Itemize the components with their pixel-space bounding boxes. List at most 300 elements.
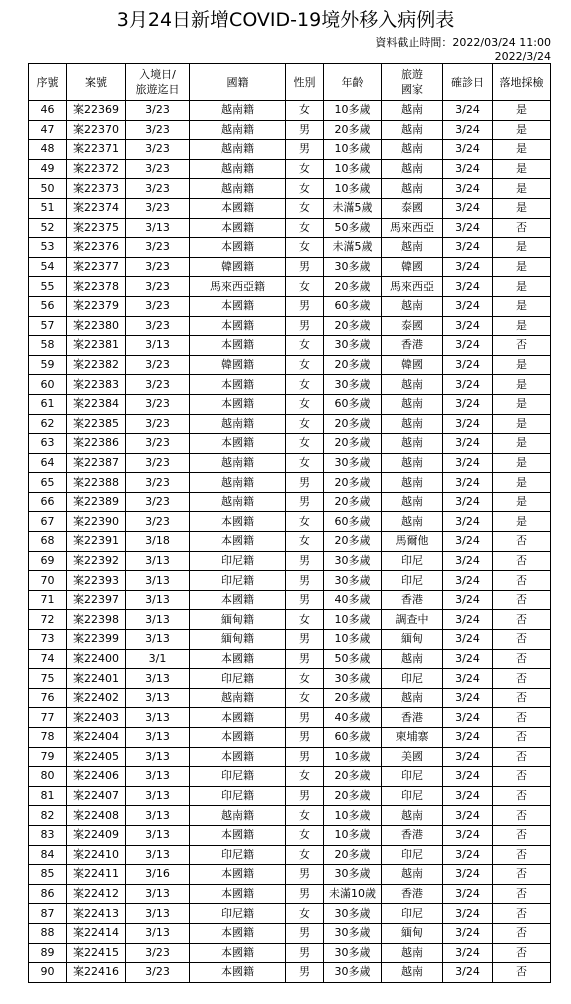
- cell-case-no: 案22408: [67, 806, 126, 826]
- cell-nationality: 本國籍: [190, 316, 286, 336]
- cell-travel-country: 馬來西亞: [382, 277, 443, 297]
- cell-serial: 65: [29, 473, 67, 493]
- cell-serial: 60: [29, 375, 67, 395]
- cell-age: 20多歲: [324, 473, 382, 493]
- cell-age: 30多歲: [324, 551, 382, 571]
- case-table: [28, 63, 551, 983]
- cell-nationality: 印尼籍: [190, 845, 286, 865]
- cell-case-no: 案22405: [67, 747, 126, 767]
- cell-entry-date: 3/23: [126, 316, 190, 336]
- cell-gender: 男: [286, 786, 324, 806]
- cell-airport-test: 是: [493, 198, 551, 218]
- cell-nationality: 本國籍: [190, 375, 286, 395]
- table-row: [29, 884, 551, 904]
- cell-gender: 男: [286, 296, 324, 316]
- table-row: [29, 434, 551, 454]
- cell-gender: 女: [286, 198, 324, 218]
- table-row: [29, 238, 551, 258]
- cell-serial: 82: [29, 806, 67, 826]
- cell-serial: 56: [29, 296, 67, 316]
- cell-gender: 男: [286, 728, 324, 748]
- cell-serial: 51: [29, 198, 67, 218]
- cell-case-no: 案22407: [67, 786, 126, 806]
- cell-age: 10多歲: [324, 825, 382, 845]
- table-row: [29, 355, 551, 375]
- cell-airport-test: 是: [493, 375, 551, 395]
- cell-nationality: 越南籍: [190, 688, 286, 708]
- cell-age: 50多歲: [324, 218, 382, 238]
- cell-travel-country: 印尼: [382, 904, 443, 924]
- cell-airport-test: 否: [493, 963, 551, 983]
- cell-travel-country: 泰國: [382, 316, 443, 336]
- cell-case-no: 案22384: [67, 394, 126, 414]
- cell-airport-test: 否: [493, 786, 551, 806]
- cell-confirm-date: 3/24: [443, 669, 493, 689]
- cell-travel-country: 美國: [382, 747, 443, 767]
- cell-entry-date: 3/23: [126, 159, 190, 179]
- cell-confirm-date: 3/24: [443, 825, 493, 845]
- cell-entry-date: 3/13: [126, 669, 190, 689]
- header-line: 旅遊: [401, 68, 423, 81]
- cell-serial: 57: [29, 316, 67, 336]
- cell-nationality: 本國籍: [190, 394, 286, 414]
- cell-case-no: 案22402: [67, 688, 126, 708]
- col-header-confirm-date: 確診日: [443, 64, 493, 101]
- cell-case-no: 案22393: [67, 571, 126, 591]
- cell-travel-country: 香港: [382, 590, 443, 610]
- cell-gender: 女: [286, 336, 324, 356]
- cell-confirm-date: 3/24: [443, 590, 493, 610]
- cell-entry-date: 3/23: [126, 492, 190, 512]
- cell-travel-country: 香港: [382, 884, 443, 904]
- cell-serial: 85: [29, 865, 67, 885]
- cell-confirm-date: 3/24: [443, 394, 493, 414]
- col-header-age: 年齡: [324, 64, 382, 101]
- cell-nationality: 印尼籍: [190, 786, 286, 806]
- cell-age: 30多歲: [324, 453, 382, 473]
- cell-airport-test: 是: [493, 414, 551, 434]
- cell-entry-date: 3/23: [126, 473, 190, 493]
- cell-confirm-date: 3/24: [443, 453, 493, 473]
- cell-serial: 61: [29, 394, 67, 414]
- cell-serial: 74: [29, 649, 67, 669]
- cell-case-no: 案22414: [67, 923, 126, 943]
- cell-entry-date: 3/23: [126, 434, 190, 454]
- cell-case-no: 案22404: [67, 728, 126, 748]
- col-header-travel-country: [382, 64, 443, 101]
- cell-gender: 男: [286, 884, 324, 904]
- cell-airport-test: 否: [493, 669, 551, 689]
- cell-nationality: 本國籍: [190, 512, 286, 532]
- cell-age: 30多歲: [324, 257, 382, 277]
- cell-case-no: 案22386: [67, 434, 126, 454]
- cell-case-no: 案22382: [67, 355, 126, 375]
- cell-nationality: 本國籍: [190, 865, 286, 885]
- cell-travel-country: 印尼: [382, 767, 443, 787]
- cell-age: 30多歲: [324, 963, 382, 983]
- cell-confirm-date: 3/24: [443, 610, 493, 630]
- cell-nationality: 本國籍: [190, 943, 286, 963]
- cell-case-no: 案22380: [67, 316, 126, 336]
- cell-case-no: 案22373: [67, 179, 126, 199]
- page-title: 3月24日新增COVID-19境外移入病例表: [116, 9, 455, 31]
- cell-case-no: 案22399: [67, 630, 126, 650]
- cell-serial: 67: [29, 512, 67, 532]
- cell-entry-date: 3/1: [126, 649, 190, 669]
- cell-travel-country: 越南: [382, 453, 443, 473]
- cell-gender: 女: [286, 767, 324, 787]
- cell-confirm-date: 3/24: [443, 434, 493, 454]
- cell-nationality: 緬甸籍: [190, 630, 286, 650]
- cell-nationality: 本國籍: [190, 825, 286, 845]
- cell-gender: 女: [286, 414, 324, 434]
- cell-airport-test: 是: [493, 434, 551, 454]
- cell-confirm-date: 3/24: [443, 355, 493, 375]
- cell-entry-date: 3/13: [126, 218, 190, 238]
- cell-serial: 46: [29, 101, 67, 121]
- cell-entry-date: 3/18: [126, 532, 190, 552]
- table-row: [29, 669, 551, 689]
- cell-case-no: 案22369: [67, 101, 126, 121]
- cell-nationality: 馬來西亞籍: [190, 277, 286, 297]
- cell-nationality: 韓國籍: [190, 257, 286, 277]
- cell-entry-date: 3/13: [126, 845, 190, 865]
- cell-gender: 男: [286, 590, 324, 610]
- cell-entry-date: 3/13: [126, 786, 190, 806]
- cell-age: 30多歲: [324, 923, 382, 943]
- cell-case-no: 案22375: [67, 218, 126, 238]
- cell-confirm-date: 3/24: [443, 140, 493, 160]
- cell-case-no: 案22376: [67, 238, 126, 258]
- cell-gender: 女: [286, 688, 324, 708]
- cell-travel-country: 印尼: [382, 786, 443, 806]
- cell-nationality: 越南籍: [190, 492, 286, 512]
- cell-nationality: 本國籍: [190, 434, 286, 454]
- table-row: [29, 316, 551, 336]
- cell-case-no: 案22392: [67, 551, 126, 571]
- table-row: [29, 492, 551, 512]
- cell-entry-date: 3/23: [126, 453, 190, 473]
- cell-confirm-date: 3/24: [443, 571, 493, 591]
- cell-entry-date: 3/23: [126, 296, 190, 316]
- cell-travel-country: 越南: [382, 473, 443, 493]
- cell-travel-country: 越南: [382, 238, 443, 258]
- cell-serial: 59: [29, 355, 67, 375]
- cell-serial: 52: [29, 218, 67, 238]
- cell-age: 20多歲: [324, 120, 382, 140]
- cell-gender: 男: [286, 865, 324, 885]
- cell-entry-date: 3/13: [126, 336, 190, 356]
- cell-age: 50多歲: [324, 649, 382, 669]
- cell-case-no: 案22401: [67, 669, 126, 689]
- cell-confirm-date: 3/24: [443, 865, 493, 885]
- cell-entry-date: 3/13: [126, 767, 190, 787]
- cell-serial: 64: [29, 453, 67, 473]
- cell-gender: 女: [286, 453, 324, 473]
- cell-travel-country: 馬爾他: [382, 532, 443, 552]
- cell-travel-country: 印尼: [382, 669, 443, 689]
- cell-nationality: 越南籍: [190, 179, 286, 199]
- cell-case-no: 案22377: [67, 257, 126, 277]
- cell-nationality: 本國籍: [190, 747, 286, 767]
- cell-confirm-date: 3/24: [443, 198, 493, 218]
- cell-entry-date: 3/13: [126, 551, 190, 571]
- cell-entry-date: 3/23: [126, 943, 190, 963]
- table-row: [29, 610, 551, 630]
- cell-travel-country: 越南: [382, 865, 443, 885]
- cell-travel-country: 越南: [382, 963, 443, 983]
- cell-case-no: 案22381: [67, 336, 126, 356]
- cell-nationality: 印尼籍: [190, 551, 286, 571]
- cell-nationality: 韓國籍: [190, 355, 286, 375]
- cell-entry-date: 3/23: [126, 101, 190, 121]
- cell-confirm-date: 3/24: [443, 375, 493, 395]
- table-row: [29, 101, 551, 121]
- cell-entry-date: 3/23: [126, 277, 190, 297]
- table-row: [29, 845, 551, 865]
- cell-gender: 男: [286, 747, 324, 767]
- table-row: [29, 218, 551, 238]
- cell-travel-country: 越南: [382, 140, 443, 160]
- table-row: [29, 963, 551, 983]
- cell-entry-date: 3/13: [126, 708, 190, 728]
- cell-age: 20多歲: [324, 316, 382, 336]
- cell-case-no: 案22390: [67, 512, 126, 532]
- cell-entry-date: 3/23: [126, 179, 190, 199]
- cell-airport-test: 否: [493, 845, 551, 865]
- cell-airport-test: 否: [493, 551, 551, 571]
- cell-serial: 48: [29, 140, 67, 160]
- cell-age: 40多歲: [324, 708, 382, 728]
- cell-confirm-date: 3/24: [443, 473, 493, 493]
- cell-entry-date: 3/23: [126, 394, 190, 414]
- cell-entry-date: 3/13: [126, 610, 190, 630]
- table-row: [29, 590, 551, 610]
- cell-airport-test: 否: [493, 943, 551, 963]
- col-header-case-no: 案號: [67, 64, 126, 101]
- cell-airport-test: 是: [493, 355, 551, 375]
- table-row: [29, 257, 551, 277]
- cell-airport-test: 是: [493, 179, 551, 199]
- cell-gender: 女: [286, 825, 324, 845]
- cell-entry-date: 3/23: [126, 257, 190, 277]
- cell-nationality: 本國籍: [190, 963, 286, 983]
- cell-travel-country: 泰國: [382, 198, 443, 218]
- table-row: [29, 865, 551, 885]
- cell-age: 20多歲: [324, 492, 382, 512]
- cell-serial: 86: [29, 884, 67, 904]
- table-row: [29, 904, 551, 924]
- cell-confirm-date: 3/24: [443, 806, 493, 826]
- cell-case-no: 案22388: [67, 473, 126, 493]
- table-row: [29, 296, 551, 316]
- cell-confirm-date: 3/24: [443, 688, 493, 708]
- cell-case-no: 案22374: [67, 198, 126, 218]
- cell-airport-test: 否: [493, 767, 551, 787]
- cell-airport-test: 是: [493, 453, 551, 473]
- table-row: [29, 571, 551, 591]
- cell-travel-country: 越南: [382, 943, 443, 963]
- cell-serial: 47: [29, 120, 67, 140]
- cell-confirm-date: 3/24: [443, 845, 493, 865]
- cell-gender: 女: [286, 512, 324, 532]
- cell-travel-country: 調查中: [382, 610, 443, 630]
- cell-gender: 男: [286, 649, 324, 669]
- cell-serial: 88: [29, 923, 67, 943]
- cell-entry-date: 3/13: [126, 630, 190, 650]
- cell-entry-date: 3/23: [126, 963, 190, 983]
- cell-case-no: 案22415: [67, 943, 126, 963]
- cell-age: 30多歲: [324, 904, 382, 924]
- header-line: 旅遊迄日: [135, 83, 180, 96]
- cell-age: 10多歲: [324, 159, 382, 179]
- cell-confirm-date: 3/24: [443, 747, 493, 767]
- cell-airport-test: 否: [493, 590, 551, 610]
- cell-serial: 49: [29, 159, 67, 179]
- cell-airport-test: 否: [493, 649, 551, 669]
- cell-airport-test: 是: [493, 120, 551, 140]
- cell-gender: 女: [286, 434, 324, 454]
- cell-nationality: 本國籍: [190, 336, 286, 356]
- table-row: [29, 747, 551, 767]
- cell-age: 10多歲: [324, 610, 382, 630]
- cell-age: 20多歲: [324, 845, 382, 865]
- cell-airport-test: 否: [493, 884, 551, 904]
- cell-age: 30多歲: [324, 375, 382, 395]
- cell-serial: 76: [29, 688, 67, 708]
- cell-gender: 女: [286, 806, 324, 826]
- cell-confirm-date: 3/24: [443, 943, 493, 963]
- cell-age: 10多歲: [324, 179, 382, 199]
- cell-travel-country: 越南: [382, 434, 443, 454]
- cell-case-no: 案22409: [67, 825, 126, 845]
- table-row: [29, 375, 551, 395]
- cell-entry-date: 3/13: [126, 590, 190, 610]
- data-cutoff-time: 資料截止時間：2022/03/24 11:00: [375, 36, 551, 49]
- cell-age: 30多歲: [324, 865, 382, 885]
- cell-age: 未滿5歲: [324, 198, 382, 218]
- cell-travel-country: 緬甸: [382, 923, 443, 943]
- cell-airport-test: 否: [493, 865, 551, 885]
- col-header-nationality: 國籍: [190, 64, 286, 101]
- cell-gender: 男: [286, 316, 324, 336]
- cell-nationality: 印尼籍: [190, 904, 286, 924]
- cell-gender: 女: [286, 277, 324, 297]
- cell-airport-test: 否: [493, 218, 551, 238]
- table-row: [29, 649, 551, 669]
- cell-age: 10多歲: [324, 630, 382, 650]
- cell-nationality: 印尼籍: [190, 571, 286, 591]
- cell-age: 20多歲: [324, 786, 382, 806]
- cell-serial: 83: [29, 825, 67, 845]
- cell-age: 20多歲: [324, 688, 382, 708]
- cell-gender: 女: [286, 355, 324, 375]
- cell-age: 未滿10歲: [324, 884, 382, 904]
- cell-airport-test: 否: [493, 923, 551, 943]
- cell-airport-test: 否: [493, 532, 551, 552]
- col-header-entry-date: [126, 64, 190, 101]
- table-row: [29, 394, 551, 414]
- col-header-airport-test: 落地採檢: [493, 64, 551, 101]
- col-header-gender: 性別: [286, 64, 324, 101]
- cell-airport-test: 否: [493, 825, 551, 845]
- cell-confirm-date: 3/24: [443, 414, 493, 434]
- cell-entry-date: 3/13: [126, 688, 190, 708]
- cell-age: 30多歲: [324, 669, 382, 689]
- cell-nationality: 本國籍: [190, 238, 286, 258]
- cell-confirm-date: 3/24: [443, 630, 493, 650]
- cell-travel-country: 越南: [382, 120, 443, 140]
- cell-confirm-date: 3/24: [443, 296, 493, 316]
- cell-age: 60多歲: [324, 296, 382, 316]
- cell-airport-test: 是: [493, 394, 551, 414]
- cell-airport-test: 是: [493, 492, 551, 512]
- cell-age: 20多歲: [324, 767, 382, 787]
- cell-entry-date: 3/13: [126, 825, 190, 845]
- cell-gender: 女: [286, 610, 324, 630]
- cell-gender: 女: [286, 159, 324, 179]
- cell-case-no: 案22387: [67, 453, 126, 473]
- cell-gender: 男: [286, 923, 324, 943]
- cell-confirm-date: 3/24: [443, 512, 493, 532]
- cell-gender: 男: [286, 120, 324, 140]
- cell-airport-test: 是: [493, 316, 551, 336]
- cell-serial: 68: [29, 532, 67, 552]
- table-row: [29, 159, 551, 179]
- cell-nationality: 本國籍: [190, 884, 286, 904]
- cell-serial: 69: [29, 551, 67, 571]
- cell-case-no: 案22391: [67, 532, 126, 552]
- cell-gender: 女: [286, 669, 324, 689]
- table-row: [29, 728, 551, 748]
- cell-entry-date: 3/23: [126, 414, 190, 434]
- cell-gender: 女: [286, 101, 324, 121]
- cell-nationality: 越南籍: [190, 473, 286, 493]
- cell-confirm-date: 3/24: [443, 218, 493, 238]
- header-line: 國家: [401, 83, 423, 96]
- cell-airport-test: 否: [493, 630, 551, 650]
- table-row: [29, 277, 551, 297]
- cell-travel-country: 越南: [382, 296, 443, 316]
- cell-confirm-date: 3/24: [443, 159, 493, 179]
- cell-airport-test: 是: [493, 512, 551, 532]
- cell-age: 10多歲: [324, 101, 382, 121]
- cell-serial: 89: [29, 943, 67, 963]
- cell-confirm-date: 3/24: [443, 532, 493, 552]
- cell-serial: 70: [29, 571, 67, 591]
- cell-gender: 男: [286, 257, 324, 277]
- table-row: [29, 943, 551, 963]
- cell-entry-date: 3/23: [126, 120, 190, 140]
- cell-gender: 男: [286, 473, 324, 493]
- cell-airport-test: 是: [493, 159, 551, 179]
- cell-confirm-date: 3/24: [443, 923, 493, 943]
- cell-confirm-date: 3/24: [443, 728, 493, 748]
- cell-travel-country: 越南: [382, 179, 443, 199]
- cell-nationality: 本國籍: [190, 728, 286, 748]
- cell-airport-test: 是: [493, 473, 551, 493]
- cell-case-no: 案22411: [67, 865, 126, 885]
- cell-case-no: 案22403: [67, 708, 126, 728]
- cell-case-no: 案22379: [67, 296, 126, 316]
- cell-confirm-date: 3/24: [443, 179, 493, 199]
- cell-travel-country: 柬埔寨: [382, 728, 443, 748]
- cell-confirm-date: 3/24: [443, 101, 493, 121]
- cell-case-no: 案22406: [67, 767, 126, 787]
- cell-serial: 72: [29, 610, 67, 630]
- cell-age: 未滿5歲: [324, 238, 382, 258]
- cell-airport-test: 是: [493, 257, 551, 277]
